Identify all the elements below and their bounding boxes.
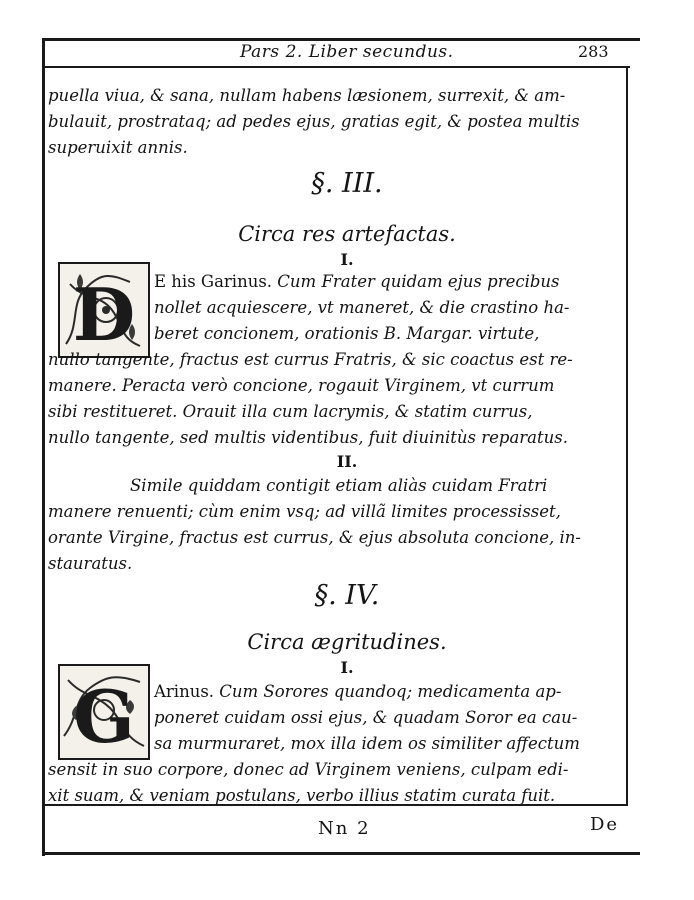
text-line — [154, 682, 561, 702]
text-line: nullo tangente, sed multis videntibus, fuit diuinitùs reparatus. — [48, 428, 568, 447]
text-line: Simile quiddam contigit etiam aliàs cuidam Fratri — [130, 476, 548, 495]
header-bottom-rule — [44, 66, 630, 68]
text-line: nullo tangente, fractus est currus Fratris, & sic coactus est re- — [48, 350, 573, 369]
text-line: manere. Peracta verò concione, rogauit Virginem, vt currum — [48, 376, 555, 395]
page-number: 283 — [578, 42, 609, 61]
floral-ornament-icon — [60, 264, 148, 356]
catchword: De — [590, 814, 620, 835]
paragraph-number: I. — [340, 658, 354, 677]
section-heading: §. III. — [311, 168, 383, 199]
text-line: sensit in suo corpore, donec ad Virginem veniens, culpam edi- — [48, 760, 569, 779]
text-run: Cum Sorores quandoq; medicamenta ap- — [214, 682, 562, 701]
floral-ornament-icon — [60, 666, 148, 758]
text-line: sa murmuraret, mox illa idem os similiter affectum — [154, 734, 580, 753]
frame-bottom-rule — [42, 852, 640, 855]
text-line: superuixit annis. — [48, 138, 188, 157]
initial-letter: G — [73, 674, 135, 758]
paragraph-number: I. — [340, 250, 354, 269]
decorated-initial — [58, 262, 150, 358]
text-run: Cum Frater quidam ejus precibus — [272, 272, 560, 291]
text-line: stauratus. — [48, 554, 133, 573]
text-line: poneret cuidam ossi ejus, & quadam Soror ea cau- — [154, 708, 578, 727]
text-line: sibi restitueret. Orauit illa cum lacrymis, & statim currus, — [48, 402, 533, 421]
frame-top-rule — [42, 38, 640, 41]
section-subtitle: Circa res artefactas. — [238, 222, 456, 246]
lead-words: Arinus. — [154, 682, 215, 701]
lead-words: E his Garinus. — [154, 272, 273, 291]
text-line — [154, 272, 560, 292]
text-line: orante Virgine, fractus est currus, & ejus absoluta concione, in- — [48, 528, 581, 547]
running-title: Pars 2. Liber secundus. — [240, 42, 454, 62]
frame-left-rule — [42, 38, 45, 856]
paragraph-number: II. — [336, 452, 358, 471]
text-line: bulauit, prostrataq; ad pedes ejus, gratias egit, & postea multis — [48, 112, 580, 131]
text-line: beret concionem, orationis B. Margar. virtute, — [154, 324, 540, 343]
text-line: nollet acquiescere, vt maneret, & die crastino ha- — [154, 298, 570, 317]
text-line: manere renuenti; cùm enim vsq; ad villã limites processisset, — [48, 502, 561, 521]
text-line: xit suam, & veniam postulans, verbo illius statim curata fuit. — [48, 786, 556, 805]
decorated-initial — [58, 664, 150, 760]
section-subtitle: Circa ægritudines. — [247, 630, 447, 654]
initial-letter: D — [72, 272, 136, 356]
signature-mark: Nn 2 — [318, 818, 371, 839]
section-heading: §. IV. — [314, 580, 380, 611]
text-line: puella viua, & sana, nullam habens læsionem, surrexit, & am- — [48, 86, 566, 105]
